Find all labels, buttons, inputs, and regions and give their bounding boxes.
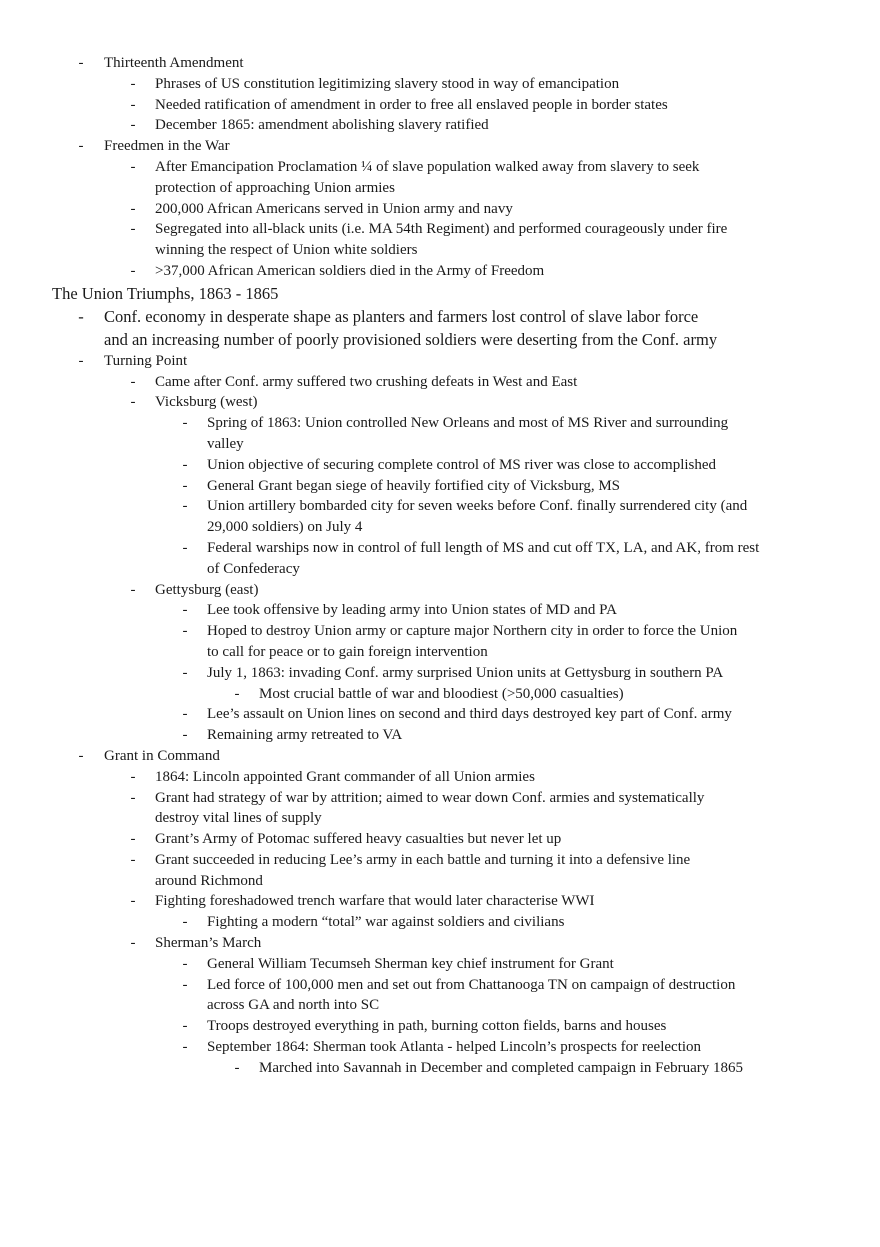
list-item-text: >37,000 African American soldiers died in the Army of Freedom — [155, 262, 545, 279]
section-heading — [52, 282, 880, 305]
list-item-text: 1864: Lincoln appointed Grant commander of all Union armies — [155, 768, 535, 785]
list-item-text: Lee’s assault on Union lines on second and third days destroyed key part of Conf. army — [207, 706, 732, 723]
bullet-dash-icon: - — [182, 1039, 188, 1056]
list-item-text: Union artillery bombarded city for seven weeks before Conf. finally surrendered city (and — [207, 498, 748, 515]
list-item — [0, 413, 880, 434]
list-item — [0, 455, 880, 476]
list-item-text: Spring of 1863: Union controlled New Orleans and most of MS River and surrounding — [207, 415, 729, 432]
list-item-text: winning the respect of Union white soldiers — [155, 242, 418, 259]
list-item-text: Hoped to destroy Union army or capture major Northern city in order to force the Union — [207, 623, 738, 640]
bullet-dash-icon: - — [130, 373, 136, 390]
bullet-dash-icon: - — [182, 955, 188, 972]
list-item — [0, 995, 880, 1016]
list-item — [0, 580, 880, 601]
list-item — [0, 157, 880, 178]
list-item — [0, 496, 880, 517]
bullet-dash-icon: - — [234, 1059, 240, 1076]
list-item — [0, 871, 880, 892]
bullet-dash-icon: - — [78, 306, 84, 326]
list-item — [0, 372, 880, 393]
list-item-text: July 1, 1863: invading Conf. army surprised Union units at Gettysburg in southern PA — [207, 664, 724, 681]
list-item — [0, 178, 880, 199]
list-item-text: General Grant began siege of heavily fortified city of Vicksburg, MS — [207, 477, 621, 494]
list-item — [0, 351, 880, 372]
list-item — [0, 1016, 880, 1037]
list-item-text: Led force of 100,000 men and set out from Chattanooga TN on campaign of destruction — [207, 976, 736, 993]
list-item-text: across GA and north into SC — [207, 997, 380, 1014]
list-item-text: Came after Conf. army suffered two crushing defeats in West and East — [155, 373, 578, 390]
bullet-dash-icon: - — [78, 747, 84, 764]
list-item — [0, 746, 880, 767]
bullet-dash-icon: - — [182, 539, 188, 556]
list-item-text: Most crucial battle of war and bloodiest (>50,000 casualties) — [259, 685, 624, 702]
list-item — [0, 808, 880, 829]
bullet-dash-icon: - — [182, 976, 188, 993]
list-item — [0, 767, 880, 788]
list-item-text: 200,000 African Americans served in Union army and navy — [155, 200, 513, 217]
list-item-text: Fighting a modern “total” war against soldiers and civilians — [207, 914, 565, 931]
bullet-dash-icon: - — [182, 477, 188, 494]
list-item — [0, 538, 880, 559]
list-item-text: Grant had strategy of war by attrition; aimed to wear down Conf. armies and systematically — [155, 789, 705, 806]
bullet-dash-icon: - — [182, 1018, 188, 1035]
bullet-dash-icon: - — [130, 117, 136, 134]
bullet-dash-icon: - — [182, 415, 188, 432]
bullet-dash-icon: - — [78, 55, 84, 71]
list-item-text: of Confederacy — [207, 560, 300, 577]
bullet-dash-icon: - — [130, 262, 136, 279]
list-item — [0, 788, 880, 809]
bullet-dash-icon: - — [182, 727, 188, 744]
list-item-text: Needed ratification of amendment in order to free all enslaved people in border states — [155, 96, 668, 113]
list-item-text: Remaining army retreated to VA — [207, 727, 403, 744]
bullet-dash-icon: - — [130, 768, 136, 785]
list-item — [0, 933, 880, 954]
list-item — [0, 559, 880, 580]
bullet-dash-icon: - — [182, 602, 188, 619]
list-item-text: and an increasing number of poorly provisioned soldiers were deserting from the Conf. army — [104, 329, 718, 349]
list-item-text: Freedmen in the War — [104, 138, 230, 155]
list-item-text: Sherman’s March — [155, 935, 262, 952]
list-item — [0, 704, 880, 725]
list-item — [0, 240, 880, 261]
bullet-dash-icon: - — [182, 498, 188, 515]
list-item-text: Marched into Savannah in December and completed campaign in February 1865 — [259, 1059, 744, 1076]
list-item — [0, 1037, 880, 1058]
bullet-dash-icon: - — [182, 623, 188, 640]
list-item-text: to call for peace or to gain foreign intervention — [207, 643, 488, 660]
list-item-text: Federal warships now in control of full length of MS and cut off TX, LA, and AK, from rest — [207, 539, 760, 556]
list-item-text: Vicksburg (west) — [155, 394, 258, 411]
list-item — [0, 621, 880, 642]
list-item — [0, 434, 880, 455]
list-item — [0, 725, 880, 746]
list-item-text: Turning Point — [104, 352, 188, 369]
list-item — [0, 891, 880, 912]
bullet-dash-icon: - — [130, 75, 136, 92]
list-item — [0, 954, 880, 975]
list-item-text: 29,000 soldiers) on July 4 — [207, 519, 363, 536]
list-item — [0, 115, 880, 136]
list-item — [0, 95, 880, 116]
bullet-dash-icon: - — [182, 914, 188, 931]
list-item-text: September 1864: Sherman took Atlanta - helped Lincoln’s prospects for reelection — [207, 1039, 702, 1056]
bullet-dash-icon: - — [130, 221, 136, 238]
bullet-dash-icon: - — [182, 706, 188, 723]
list-item-text: protection of approaching Union armies — [155, 179, 395, 196]
list-item — [0, 517, 880, 538]
list-item-text: General William Tecumseh Sherman key chief instrument for Grant — [207, 955, 614, 972]
list-item — [0, 199, 880, 220]
list-item — [0, 1058, 880, 1079]
bullet-dash-icon: - — [130, 200, 136, 217]
list-item-text: destroy vital lines of supply — [155, 810, 322, 827]
document-body — [0, 53, 880, 1079]
list-item-text: Lee took offensive by leading army into Union states of MD and PA — [207, 602, 617, 619]
bullet-dash-icon: - — [130, 851, 136, 868]
list-item — [0, 53, 880, 74]
list-item-text: Grant succeeded in reducing Lee’s army in each battle and turning it into a defensive line — [155, 851, 691, 868]
bullet-dash-icon: - — [130, 789, 136, 806]
list-item-text: Fighting foreshadowed trench warfare that would later characterise WWI — [155, 893, 595, 910]
list-item — [0, 328, 880, 351]
bullet-dash-icon: - — [130, 158, 136, 175]
list-item — [0, 305, 880, 328]
list-item-text: Phrases of US constitution legitimizing slavery stood in way of emancipation — [155, 75, 620, 92]
bullet-dash-icon: - — [130, 935, 136, 952]
list-item — [0, 600, 880, 621]
list-item — [0, 642, 880, 663]
list-item-text: After Emancipation Proclamation ¼ of slave population walked away from slavery to seek — [155, 158, 700, 175]
section-heading-text: The Union Triumphs, 1863 - 1865 — [52, 283, 279, 303]
list-item-text: Segregated into all-black units (i.e. MA 54th Regiment) and performed courageously under fire — [155, 221, 728, 238]
list-item — [0, 392, 880, 413]
list-item — [0, 850, 880, 871]
bullet-dash-icon: - — [130, 394, 136, 411]
list-item — [0, 975, 880, 996]
bullet-dash-icon: - — [130, 893, 136, 910]
bullet-dash-icon: - — [78, 352, 84, 369]
bullet-dash-icon: - — [234, 685, 240, 702]
bullet-dash-icon: - — [130, 96, 136, 113]
list-item — [0, 136, 880, 157]
bullet-dash-icon: - — [130, 581, 136, 598]
bullet-dash-icon: - — [78, 138, 84, 155]
list-item-text: Grant in Command — [104, 747, 220, 764]
list-item — [0, 684, 880, 705]
list-item — [0, 829, 880, 850]
list-item — [0, 219, 880, 240]
list-item-text: Thirteenth Amendment — [104, 55, 244, 71]
list-item — [0, 261, 880, 282]
bullet-dash-icon: - — [182, 456, 188, 473]
list-item-text: valley — [207, 435, 244, 452]
list-item-text: around Richmond — [155, 872, 263, 889]
list-item-text: Grant’s Army of Potomac suffered heavy casualties but never let up — [155, 831, 562, 848]
list-item-text: Conf. economy in desperate shape as planters and farmers lost control of slave labor force — [104, 306, 699, 326]
list-item-text: Troops destroyed everything in path, burning cotton fields, barns and houses — [207, 1018, 667, 1035]
list-item — [0, 476, 880, 497]
list-item-text: Gettysburg (east) — [155, 581, 259, 598]
list-item — [0, 74, 880, 95]
list-item-text: Union objective of securing complete control of MS river was close to accomplished — [207, 456, 717, 473]
list-item-text: December 1865: amendment abolishing slavery ratified — [155, 117, 489, 134]
bullet-dash-icon: - — [130, 831, 136, 848]
list-item — [0, 912, 880, 933]
bullet-dash-icon: - — [182, 664, 188, 681]
list-item — [0, 663, 880, 684]
